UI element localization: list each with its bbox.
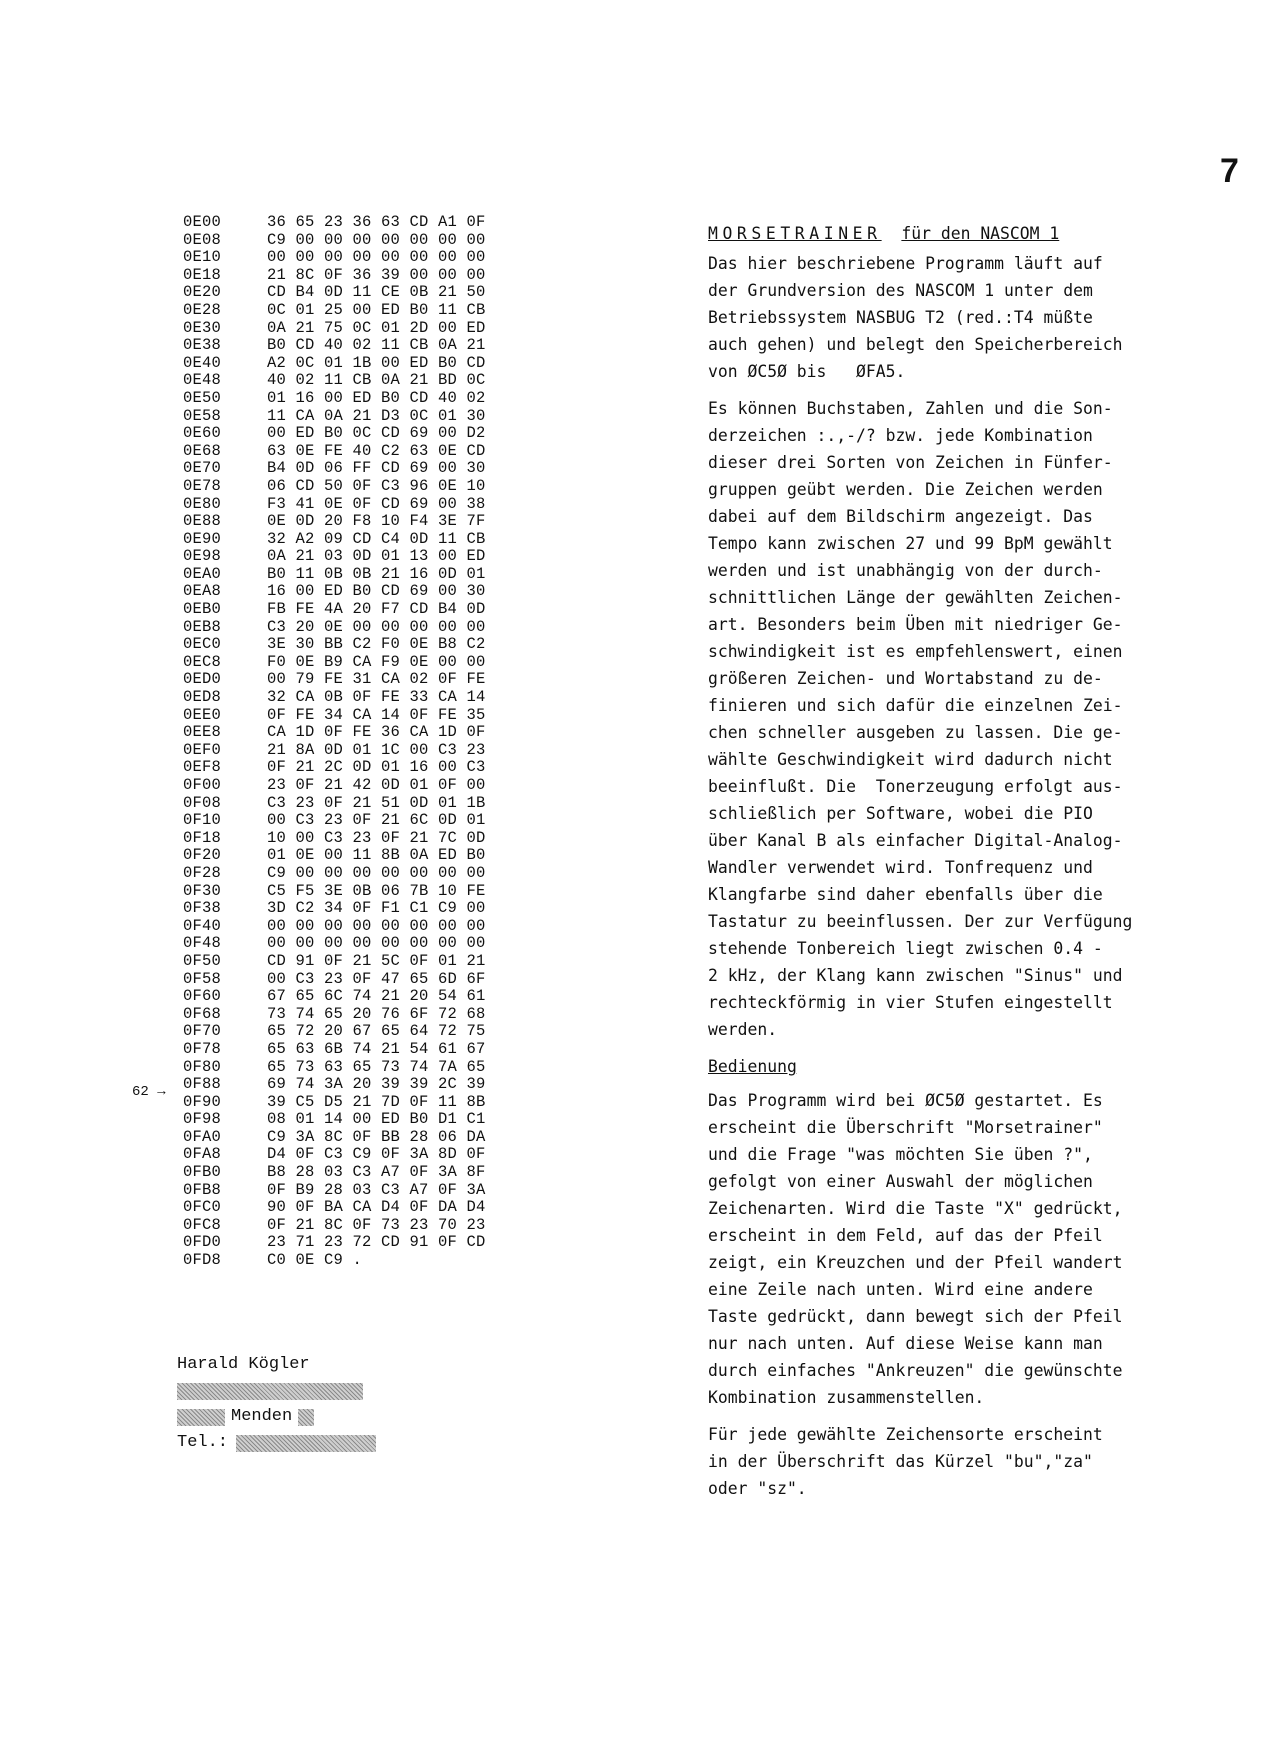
hex-bytes: 00 00 00 00 00 00 00 00	[267, 934, 486, 953]
text-line: gefolgt von einer Auswahl der möglichen	[708, 1172, 1093, 1191]
hex-address: 0EF8	[183, 758, 222, 777]
hex-bytes: 32 A2 09 CD C4 0D 11 CB	[267, 529, 486, 548]
text-line: werden und ist unabhängig von der durch-	[708, 561, 1103, 580]
hex-address: 0E60	[183, 424, 222, 443]
hex-row	[183, 883, 486, 901]
text-line: Zeichenarten. Wird die Taste "X" gedrückt,	[708, 1199, 1123, 1218]
hex-address: 0F88	[183, 1075, 222, 1094]
hex-address: 0EE0	[183, 705, 222, 724]
hex-address: 0F18	[183, 828, 222, 847]
paragraph-intro	[708, 250, 1188, 385]
hex-address: 0FC0	[183, 1198, 222, 1217]
hex-row	[183, 1129, 486, 1147]
hex-address: 0E28	[183, 300, 222, 319]
hex-bytes: 01 16 00 ED B0 CD 40 02	[267, 388, 486, 407]
text-line: dabei auf dem Bildschirm angezeigt. Das	[708, 507, 1093, 526]
author-block	[177, 1352, 376, 1456]
hex-bytes: CD 91 0F 21 5C 0F 01 21	[267, 951, 486, 970]
hex-address: 0EA0	[183, 564, 222, 583]
text-line: oder "sz".	[708, 1479, 807, 1498]
hex-row	[183, 408, 486, 426]
hex-row	[183, 918, 486, 936]
hex-bytes: B0 CD 40 02 11 CB 0A 21	[267, 336, 486, 355]
hex-row	[183, 1199, 486, 1217]
author-tel-line	[177, 1430, 376, 1456]
hex-address: 0F20	[183, 846, 222, 865]
hex-row	[183, 654, 486, 672]
hex-bytes: 0F 21 2C 0D 01 16 00 C3	[267, 758, 486, 777]
text-line: nur nach unten. Auf diese Weise kann man	[708, 1334, 1103, 1353]
hex-bytes: 00 C3 23 0F 47 65 6D 6F	[267, 969, 486, 988]
text-line: gruppen geübt werden. Die Zeichen werden	[708, 480, 1103, 499]
hex-row	[183, 320, 486, 338]
hex-row	[183, 284, 486, 302]
hex-address: 0E70	[183, 459, 222, 478]
paragraph-abbreviations	[708, 1421, 1188, 1502]
hex-address: 0F38	[183, 899, 222, 918]
redacted-zip	[177, 1409, 225, 1426]
hex-row	[183, 777, 486, 795]
author-street-line	[177, 1378, 376, 1404]
hex-address: 0F08	[183, 793, 222, 812]
hex-row	[183, 566, 486, 584]
redacted-street	[177, 1383, 363, 1400]
text-line: beeinflußt. Die Tonerzeugung erfolgt aus-	[708, 777, 1123, 796]
text-line: finieren und sich dafür die einzelnen Zei-	[708, 696, 1123, 715]
hex-bytes: F3 41 0E 0F CD 69 00 38	[267, 494, 486, 513]
text-line: 2 kHz, der Klang kann zwischen "Sinus" und	[708, 966, 1123, 985]
hex-address: 0EE8	[183, 723, 222, 742]
text-line: Tastatur zu beeinflussen. Der zur Verfügung	[708, 912, 1133, 931]
text-line: stehende Tonbereich liegt zwischen 0.4 -	[708, 939, 1103, 958]
hex-bytes: 00 ED B0 0C CD 69 00 D2	[267, 424, 486, 443]
hex-bytes: 73 74 65 20 76 6F 72 68	[267, 1004, 486, 1023]
hex-bytes: 23 0F 21 42 0D 01 0F 00	[267, 776, 486, 794]
article	[708, 220, 1188, 1512]
hex-address: 0F00	[183, 776, 222, 794]
hex-address: 0F98	[183, 1110, 222, 1129]
hex-address: 0F50	[183, 951, 222, 970]
hex-row	[183, 742, 486, 760]
hex-row	[183, 689, 486, 707]
hex-row	[183, 707, 486, 725]
text-line: Kombination zusammenstellen.	[708, 1388, 985, 1407]
text-line: auch gehen) und belegt den Speicherbereich	[708, 335, 1123, 354]
hex-address: 0E40	[183, 353, 222, 372]
hex-address: 0E20	[183, 283, 222, 302]
hex-bytes: 0F FE 34 CA 14 0F FE 35	[267, 705, 486, 724]
hex-address: 0E80	[183, 494, 222, 513]
hex-row	[183, 724, 486, 742]
hex-address: 0E68	[183, 441, 222, 460]
hex-row	[183, 1041, 486, 1059]
hex-address: 0F48	[183, 934, 222, 953]
text-line: und die Frage "was möchten Sie üben ?",	[708, 1145, 1093, 1164]
hex-address: 0E00	[183, 213, 222, 231]
text-line: Für jede gewählte Zeichensorte erscheint	[708, 1425, 1103, 1444]
hex-bytes: 0C 01 25 00 ED B0 11 CB	[267, 300, 486, 319]
article-title	[708, 220, 1188, 247]
redacted-city-suffix	[298, 1409, 314, 1426]
hex-address: 0FD8	[183, 1251, 222, 1270]
hex-row	[183, 214, 486, 232]
hex-bytes: 36 65 23 36 63 CD A1 0F	[267, 213, 486, 231]
text-line: über Kanal B als einfacher Digital-Analog-	[708, 831, 1123, 850]
hex-bytes: B8 28 03 C3 A7 0F 3A 8F	[267, 1163, 486, 1182]
hex-row	[183, 601, 486, 619]
text-line: größeren Zeichen- und Wortabstand zu de-	[708, 669, 1103, 688]
hex-bytes: CD B4 0D 11 CE 0B 21 50	[267, 283, 486, 302]
text-line: Tempo kann zwischen 27 und 99 BpM gewählt	[708, 534, 1113, 553]
row-marker: 62 →	[132, 1084, 166, 1100]
author-tel-label: Tel.:	[177, 1433, 229, 1452]
text-line: Taste gedrückt, dann bewegt sich der Pfeil	[708, 1307, 1123, 1326]
text-line: in der Überschrift das Kürzel "bu","za"	[708, 1452, 1093, 1471]
hex-bytes: C0 0E C9 .	[267, 1251, 363, 1270]
hex-row	[183, 232, 486, 250]
hex-bytes: 32 CA 0B 0F FE 33 CA 14	[267, 688, 486, 707]
hex-address: 0FA0	[183, 1127, 222, 1146]
hex-row	[183, 1059, 486, 1077]
hex-bytes: 08 01 14 00 ED B0 D1 C1	[267, 1110, 486, 1129]
hex-bytes: 21 8C 0F 36 39 00 00 00	[267, 265, 486, 284]
text-line: werden.	[708, 1020, 778, 1039]
hex-row	[183, 337, 486, 355]
section-heading-bedienung: Bedienung	[708, 1057, 797, 1076]
text-line: wählte Geschwindigkeit wird dadurch nicht	[708, 750, 1113, 769]
hex-row	[183, 1094, 486, 1112]
hex-row	[183, 1182, 486, 1200]
hex-bytes: 01 0E 00 11 8B 0A ED B0	[267, 846, 486, 865]
hex-bytes: 67 65 6C 74 21 20 54 61	[267, 987, 486, 1006]
hex-row	[183, 460, 486, 478]
hex-bytes: 3D C2 34 0F F1 C1 C9 00	[267, 899, 486, 918]
hex-bytes: 00 00 00 00 00 00 00 00	[267, 916, 486, 935]
hex-address: 0F68	[183, 1004, 222, 1023]
text-line: Es können Buchstaben, Zahlen und die Son-	[708, 399, 1113, 418]
text-line: dieser drei Sorten von Zeichen in Fünfer-	[708, 453, 1113, 472]
hex-bytes: 10 00 C3 23 0F 21 7C 0D	[267, 828, 486, 847]
hex-row	[183, 1234, 486, 1252]
text-line: zeigt, ein Kreuzchen und der Pfeil wandert	[708, 1253, 1123, 1272]
page-number: 7	[1220, 152, 1239, 190]
hex-address: 0F60	[183, 987, 222, 1006]
hex-address: 0EA8	[183, 582, 222, 601]
text-line: Klangfarbe sind daher ebenfalls über die	[708, 885, 1103, 904]
hex-bytes: 00 00 00 00 00 00 00 00	[267, 248, 486, 267]
hex-listing	[183, 214, 486, 1270]
hex-bytes: 0F B9 28 03 C3 A7 0F 3A	[267, 1180, 486, 1199]
hex-bytes: C9 00 00 00 00 00 00 00	[267, 863, 486, 882]
hex-bytes: C3 20 0E 00 00 00 00 00	[267, 617, 486, 636]
hex-row	[183, 267, 486, 285]
text-line: Betriebssystem NASBUG T2 (red.:T4 müßte	[708, 308, 1093, 327]
hex-row	[183, 971, 486, 989]
hex-bytes: 69 74 3A 20 39 39 2C 39	[267, 1075, 486, 1094]
hex-bytes: C9 00 00 00 00 00 00 00	[267, 230, 486, 249]
text-line: art. Besonders beim Üben mit niedriger Ge-	[708, 615, 1123, 634]
hex-bytes: 16 00 ED B0 CD 69 00 30	[267, 582, 486, 601]
hex-bytes: 65 63 6B 74 21 54 61 67	[267, 1039, 486, 1058]
text-line: erscheint in dem Feld, auf das der Pfeil	[708, 1226, 1103, 1245]
text-line: schließlich per Software, wobei die PIO	[708, 804, 1093, 823]
hex-bytes: A2 0C 01 1B 00 ED B0 CD	[267, 353, 486, 372]
text-line: durch einfaches "Ankreuzen" die gewünschte	[708, 1361, 1123, 1380]
hex-address: 0E30	[183, 318, 222, 337]
text-line: Wandler verwendet wird. Tonfrequenz und	[708, 858, 1093, 877]
hex-row	[183, 390, 486, 408]
hex-row	[183, 302, 486, 320]
hex-bytes: 39 C5 D5 21 7D 0F 11 8B	[267, 1092, 486, 1111]
hex-bytes: 0F 21 8C 0F 73 23 70 23	[267, 1215, 486, 1234]
hex-row	[183, 900, 486, 918]
hex-row	[183, 1164, 486, 1182]
hex-row	[183, 812, 486, 830]
hex-bytes: 21 8A 0D 01 1C 00 C3 23	[267, 740, 486, 759]
hex-address: 0EC8	[183, 652, 222, 671]
text-line: Das hier beschriebene Programm läuft auf	[708, 254, 1103, 273]
hex-address: 0E98	[183, 547, 222, 566]
text-line: von ØC5Ø bis ØFA5.	[708, 362, 906, 381]
hex-address: 0F30	[183, 881, 222, 900]
text-line: der Grundversion des NASCOM 1 unter dem	[708, 281, 1093, 300]
hex-address: 0F10	[183, 811, 222, 830]
hex-address: 0E48	[183, 371, 222, 390]
hex-row	[183, 1252, 486, 1270]
hex-address: 0F78	[183, 1039, 222, 1058]
hex-address: 0ED0	[183, 670, 222, 689]
text-line: schnittlichen Länge der gewählten Zeichen-	[708, 588, 1123, 607]
hex-row	[183, 795, 486, 813]
hex-bytes: F0 0E B9 CA F9 0E 00 00	[267, 652, 486, 671]
hex-address: 0EB8	[183, 617, 222, 636]
text-line: schwindigkeit ist es empfehlenswert, einen	[708, 642, 1123, 661]
article-title-rest: für den NASCOM 1	[901, 224, 1060, 243]
hex-address: 0FA8	[183, 1145, 222, 1164]
hex-address: 0F80	[183, 1057, 222, 1076]
hex-bytes: 06 CD 50 0F C3 96 0E 10	[267, 476, 486, 495]
hex-row	[183, 1023, 486, 1041]
hex-row	[183, 372, 486, 390]
hex-address: 0F28	[183, 863, 222, 882]
hex-address: 0F90	[183, 1092, 222, 1111]
redacted-tel	[236, 1435, 376, 1452]
author-city-line	[177, 1404, 376, 1430]
hex-row	[183, 425, 486, 443]
hex-address: 0F40	[183, 916, 222, 935]
hex-row	[183, 443, 486, 461]
hex-address: 0EC0	[183, 635, 222, 654]
hex-row	[183, 1111, 486, 1129]
text-line: derzeichen :.,-/? bzw. jede Kombination	[708, 426, 1093, 445]
hex-bytes: 11 CA 0A 21 D3 0C 01 30	[267, 406, 486, 425]
hex-bytes: 0A 21 75 0C 01 2D 00 ED	[267, 318, 486, 337]
text-line: chen schneller ausgeben zu lassen. Die ge-	[708, 723, 1123, 742]
hex-row	[183, 249, 486, 267]
hex-bytes: 63 0E FE 40 C2 63 0E CD	[267, 441, 486, 460]
hex-address: 0E18	[183, 265, 222, 284]
hex-bytes: C5 F5 3E 0B 06 7B 10 FE	[267, 881, 486, 900]
text-line: Das Programm wird bei ØC5Ø gestartet. Es	[708, 1091, 1103, 1110]
hex-row	[183, 759, 486, 777]
hex-row	[183, 1217, 486, 1235]
hex-bytes: B0 11 0B 0B 21 16 0D 01	[267, 564, 486, 583]
hex-row	[183, 830, 486, 848]
hex-row	[183, 548, 486, 566]
hex-address: 0FB8	[183, 1180, 222, 1199]
hex-address: 0F70	[183, 1022, 222, 1041]
author-name: Harald Kögler	[177, 1355, 310, 1374]
hex-address: 0F58	[183, 969, 222, 988]
hex-bytes: 00 79 FE 31 CA 02 0F FE	[267, 670, 486, 689]
text-line: erscheint die Überschrift "Morsetrainer"	[708, 1118, 1103, 1137]
author-city: Menden	[231, 1407, 293, 1426]
paragraph-features	[708, 395, 1188, 1043]
hex-address: 0E88	[183, 512, 222, 531]
hex-address: 0EF0	[183, 740, 222, 759]
hex-bytes: 00 C3 23 0F 21 6C 0D 01	[267, 811, 486, 830]
hex-address: 0E08	[183, 230, 222, 249]
hex-bytes: 90 0F BA CA D4 0F DA D4	[267, 1198, 486, 1217]
hex-address: 0E90	[183, 529, 222, 548]
hex-row	[183, 513, 486, 531]
paragraph-operation	[708, 1087, 1188, 1411]
hex-bytes: 23 71 23 72 CD 91 0F CD	[267, 1233, 486, 1252]
hex-address: 0FC8	[183, 1215, 222, 1234]
hex-row	[183, 1006, 486, 1024]
hex-row	[183, 1076, 486, 1094]
hex-address: 0E10	[183, 248, 222, 267]
hex-row	[183, 988, 486, 1006]
hex-bytes: 0E 0D 20 F8 10 F4 3E 7F	[267, 512, 486, 531]
hex-row	[183, 478, 486, 496]
hex-bytes: 0A 21 03 0D 01 13 00 ED	[267, 547, 486, 566]
hex-bytes: C9 3A 8C 0F BB 28 06 DA	[267, 1127, 486, 1146]
hex-row	[183, 953, 486, 971]
hex-bytes: 3E 30 BB C2 F0 0E B8 C2	[267, 635, 486, 654]
hex-bytes: 65 73 63 65 73 74 7A 65	[267, 1057, 486, 1076]
hex-address: 0FD0	[183, 1233, 222, 1252]
hex-row	[183, 865, 486, 883]
hex-row	[183, 496, 486, 514]
text-line: eine Zeile nach unten. Wird eine andere	[708, 1280, 1093, 1299]
hex-row	[183, 619, 486, 637]
hex-bytes: 65 72 20 67 65 64 72 75	[267, 1022, 486, 1041]
hex-bytes: FB FE 4A 20 F7 CD B4 0D	[267, 600, 486, 619]
hex-row	[183, 847, 486, 865]
hex-row	[183, 1146, 486, 1164]
hex-address: 0E58	[183, 406, 222, 425]
text-line: rechteckförmig in vier Stufen eingestellt	[708, 993, 1113, 1012]
hex-row	[183, 671, 486, 689]
hex-bytes: B4 0D 06 FF CD 69 00 30	[267, 459, 486, 478]
hex-bytes: D4 0F C3 C9 0F 3A 8D 0F	[267, 1145, 486, 1164]
hex-row	[183, 531, 486, 549]
hex-row	[183, 636, 486, 654]
hex-address: 0E78	[183, 476, 222, 495]
hex-bytes: CA 1D 0F FE 36 CA 1D 0F	[267, 723, 486, 742]
hex-address: 0EB0	[183, 600, 222, 619]
hex-address: 0FB0	[183, 1163, 222, 1182]
hex-bytes: C3 23 0F 21 51 0D 01 1B	[267, 793, 486, 812]
hex-row	[183, 935, 486, 953]
hex-bytes: 40 02 11 CB 0A 21 BD 0C	[267, 371, 486, 390]
hex-address: 0E38	[183, 336, 222, 355]
hex-row	[183, 355, 486, 373]
hex-row	[183, 583, 486, 601]
hex-address: 0ED8	[183, 688, 222, 707]
hex-address: 0E50	[183, 388, 222, 407]
article-title-spaced: MORSETRAINER	[708, 224, 882, 243]
